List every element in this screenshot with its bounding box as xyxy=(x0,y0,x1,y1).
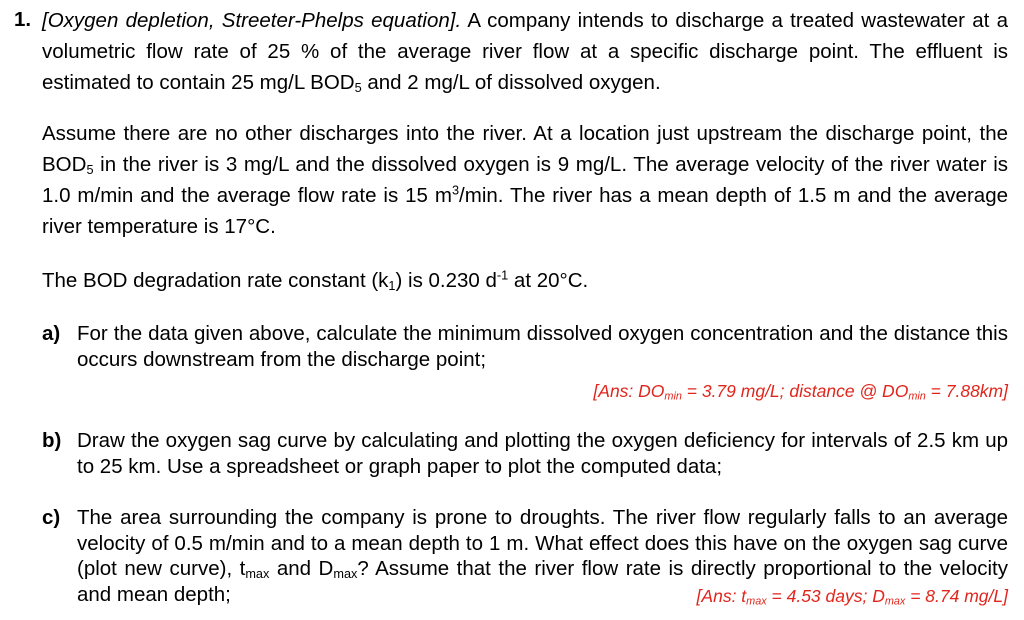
conditions-superscript: 3 xyxy=(451,182,460,198)
answer-c-sub2: max xyxy=(884,595,906,608)
conditions-text-2: in the river is 3 mg/L and the dissolved oxygen is 9 mg/L. The average velocity of the river water is 1.0 m/min and the average flow rate is 15 m xyxy=(42,153,1008,207)
part-c-label: c) xyxy=(42,506,61,529)
answer-c-pre: [Ans: t xyxy=(696,586,747,606)
answer-c-post: = 8.74 mg/L] xyxy=(905,586,1008,606)
part-b-text: Draw the oxygen sag curve by calculating and plotting the oxygen deficiency for intervals of 2.5 km up to 25 km. Use a spreadsheet or graph paper to plot the computed data; xyxy=(77,429,1008,478)
part-c-text-3: ? Assume that the river flow rate is directly proportional to the velocity and mean depth; xyxy=(77,557,1008,606)
answer-c-sub1: max xyxy=(746,595,767,608)
part-a-answer xyxy=(593,381,1008,402)
rate-text-1: The BOD degradation rate constant (k xyxy=(42,269,389,292)
rate-text-3: at 20°C. xyxy=(508,269,589,292)
question-intro xyxy=(42,5,1008,98)
rate-superscript: -1 xyxy=(496,267,509,283)
answer-a-sub1: min xyxy=(664,390,682,403)
conditions-text-1: Assume there are no other discharges into the river. At a location just upstream the discharge point, the BOD xyxy=(42,122,1008,176)
part-b-label: b) xyxy=(42,429,62,452)
intro-subscript: 5 xyxy=(354,80,362,96)
intro-end: and 2 mg/L of dissolved oxygen. xyxy=(361,71,661,94)
answer-a-pre: [Ans: DO xyxy=(593,381,665,401)
rate-subscript: 1 xyxy=(388,278,396,294)
part-c-text-2: and D xyxy=(269,557,334,580)
rate-text-2: ) is 0.230 d xyxy=(395,269,497,292)
question-topic: [Oxygen depletion, Streeter-Phelps equation]. xyxy=(42,9,462,32)
part-c-answer xyxy=(697,586,1008,607)
conditions-subscript: 5 xyxy=(86,162,94,178)
part-c-sub2: max xyxy=(333,566,358,582)
answer-a-sub2: min xyxy=(908,390,926,403)
paragraph-rate-constant xyxy=(42,265,1008,296)
answer-a-mid: = 3.79 mg/L; distance @ DO xyxy=(681,381,909,401)
intro-text: A company intends to discharge a treated wastewater at a volumetric flow rate of 25 % of the average river flow at a specific discharge point. The effluent is estimated to contain 25 mg/L BOD xyxy=(42,9,1008,94)
part-a-text: For the data given above, calculate the minimum dissolved oxygen concentration and the distance this occurs downstream from the discharge point; xyxy=(77,322,1008,371)
part-c-sub1: max xyxy=(245,566,270,582)
paragraph-conditions xyxy=(42,118,1008,242)
answer-a-post: = 7.88km] xyxy=(925,381,1008,401)
part-a-label: a) xyxy=(42,322,61,345)
part-c-text-1: The area surrounding the company is prone to droughts. The river flow regularly falls to an average velocity of 0.5 m/min and to a mean depth to 1 m. What effect does this have on the oxygen sag curve (plot new curve), t xyxy=(77,506,1008,580)
conditions-text-3: /min. The river has a mean depth of 1.5 m and the average river temperature is 17°C. xyxy=(42,184,1008,238)
question-number: 1. xyxy=(14,8,32,31)
answer-c-mid: = 4.53 days; D xyxy=(766,586,885,606)
